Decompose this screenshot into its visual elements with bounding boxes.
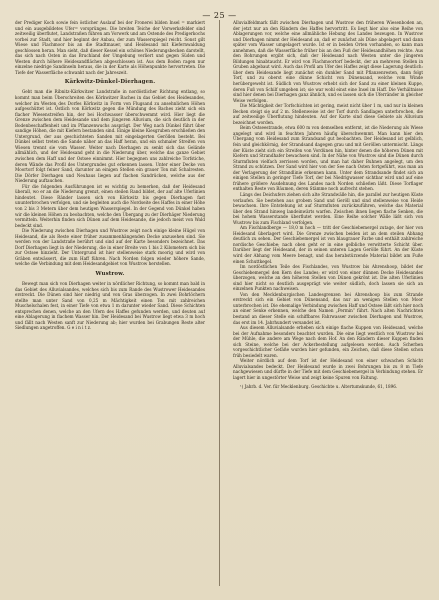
- paragraph: Für die folgenden Ausführungen ist es wichtig zu bemerken, daß der Heidesand überall, wo er an die Niederung grenzt, einen steilen Rand bildet, der auf alte Uferlinien hindeutet. Diese Ränder lassen sich von Körkwitz bis gegen Dierhagen fast ununterbrochen verfolgen, und sie begleiten auch die Nordseite des Haffes in einer Höhe von 2 bis 3 Metern über dem heutigen Wasserspiegel. In der Gegend von Dünkel haben wir die kleinen Höhen zu beobachten, welche den Übergang zu der Dierhäger Niederung vermitteln. Weiterhin finden sich Dünen auf dem Heidesande, die jedoch meist von Wald bedeckt sind.: [15, 183, 205, 228]
- paragraph: Die Mächtigkeit der Torfschichten ist gering, meist nicht über 1 m, und nur in kleinen Becken steigt sie auf 2 m. Stellenweise ist der Torf durch Sandlagen unterbrochen, die auf zeitweilige Überflutung hindeuten. Auf der Karte sind diese Gebiete als Alluvium bezeichnet worden.: [233, 103, 423, 125]
- left-column: [15, 20, 205, 585]
- section-heading-kaerkwitz: Kärkwitz-Dünkel-Dierhagen.: [64, 79, 156, 86]
- paragraph: Alluvialfeldmark fällt zwischen Dierhagen und Wustrow den früheren Wiesenboden an, der jetzt nur an den Rändern des Haffes hervortritt. Es liegt hier also eine Reihe von Ablagerungen vor, welche eine allmähliche Hebung des Landes bezeugen. In Wustrow und Dierhagen nimmt der Heidesand an, daß er zunächst als Düne abgelagert und dann später vom Wasser umgelagert wurde. Ist er in beiden Orten vorhanden, so kann man annehmen, daß die Wasserfläche früher bis an den Fuß der Heidesandhöhen reichte. Aus den Bohrungen ergibt sich, daß der Heidesand nach Westen unter die jüngeren Bildungen hinabtaucht. Er wird von Flachmoortorf bedeckt, der an mehreren Stellen in Gruben abgebaut wird. Auch das Profil am Ufer des Haffes zeigt diese Lagerung deutlich: über dem Heidesande liegt zunächst ein dunkler Sand mit Pflanzenresten, dann folgt Torf, und zu oberst eine dünne Schicht von Dünensand, welche vom Winde herübergeweht ist. Südlich von Wustrow erhebt sich der Sand zu einer kleinen Kuppe, deren Fuß von Schilf umgeben ist; sie war wohl einst eine Insel im Haff. Die Verhältnisse sind hier denen bei Dierhagen ganz ähnlich, und es lassen sich die Uferränder in gleicher Weise verfolgen.: [233, 20, 423, 103]
- paragraph: Aus diesem Alluvialsande erheben sich einige flache Kuppen von Heidesand, welche bei der Aufnahme besonders beachtet wurden. Die eine liegt westlich von Wustrow bei der Mühle, die andere am Wege nach dem Hof. An den Rändern dieser Kuppen finden sich Steine, welche bei der Ackerbestellung aufgelesen werden. Auch Scherben vorgeschichtlicher Gefäße wurden hier gefunden, ein Zeichen, daß diese Stellen schon früh besiedelt waren.: [233, 325, 423, 358]
- paragraph: Bewegt man sich von Dierhagen weiter in nördlicher Richtung, so kommt man bald in das Gebiet des Alluvialsandes, welches sich bis zum Rande des Wustrower Heidesandes erstreckt. Die Dünen sind hier niedrig und von Gras überzogen. In zwei Bohrlöchern stellte man unter Sand von 0,25 m Mächtigkeit einen Ton mit zahlreichen Muschelschalen fest, in einer Tiefe von etwa 1 m darunter wieder Sand. Diese Schichten entsprechen denen, welche an den Ufern des Haffes gefunden werden, und deuten auf eine Ablagerung in flachem Wasser hin. Der Heidesand bei Wustrow liegt etwa 3 m hoch und fällt nach Westen sanft zur Niederung ab; hier wurden bei Grabungen Reste alter Siedlungen angetroffen. G e i n i t z.: [15, 280, 205, 331]
- page-number: — 25 —: [202, 11, 237, 20]
- paragraph: Im nordöstlichen Teile des Fischlandes, von Wustrow bis Ahrenshoop, bildet der Geschiebemergel den Kern des Landes; er wird von einer dünnen Decke Heidesandes überzogen, welche an den höheren Stellen von Dünen gekrönt ist. Die alten Uferlinien sind hier nicht so deutlich ausgeprägt wie weiter südlich, doch lassen sie sich an einzelnen Punkten nachweisen.: [233, 264, 423, 292]
- paragraph: Am Fischlandberge — 18,0 m hoch — tritt der Geschiebemergel zutage, der hier von Heidesand überlagert wird. Die Grenze zwischen beiden ist an dem steilen Abhang deutlich zu sehen. Der Geschiebemergel ist von blaugrauer Farbe und enthält zahlreiche nordische Geschiebe; nach oben geht er in eine gelbliche verwitterte Schicht über. Darüber liegt der Heidesand, der in seinen unteren Lagen Gerölle führt. An der Küste wird der Abhang vom Meere benagt, und das herabstürzende Material bildet am Fuße einen Schuttkegel.: [233, 225, 423, 264]
- section-heading-wustrow: Wustrow.: [95, 270, 125, 277]
- paragraph: Beim Ostseestrande, etwa 600 m von demselben entfernt, ist die Niederung als Wiese angelegt und wird in feuchten Jahren häufig überschwemmt. Man kann hier den Übergang vom Heidesand zum Strandsand gut beobachten. Der Heidesand ist gelblich, fein und gleichkörnig, der Strandsand dagegen grau und mit Geröllen untermischt. Längs der Küste zieht sich ein Streifen von Vordünen hin, hinter denen die höheren Dünen mit Kiefern und Strandhafer bewachsen sind. In der Nähe von Wustrow sind die Dünen durch Sturmfluten vielfach zerrissen worden, und man hat daher Buhnen angelegt, um den Strand zu schützen. Der Sand wird hier von der See nach Osten fortgeführt, was man an der Verlagerung der Strandlinie erkennen kann. Unter dem Strandsande findet sich an einigen Stellen in geringer Tiefe Torf, der bei Niedrigwasser sichtbar wird und auf eine frühere größere Ausdehnung des Landes nach Norden schließen läßt. Diese Torflager enthalten Reste von Bäumen, deren Stämme noch aufrecht stehen.: [233, 125, 423, 192]
- paragraph: Von den Mecklenburgischen Landesgrenzen bei Ahrenshoop bis zum Strande erstreckt sich ein Gebiet von Dünensand, das nur an wenigen Stellen von Moor unterbrochen ist. Die ehemalige Verbindung zwischen Haff und Ostsee läßt sich hier noch an einer Senke erkennen, welche den Namen „Permin“ führt. Nach alten Nachrichten bestand an dieser Stelle ein schiffbares Fahrwasser zwischen Dierhagen und Wustrow, das erst im 14. Jahrhundert versandet ist.: [233, 291, 423, 325]
- paragraph: Längs des Deichufers ziehen sich alte Strandwälle hin, die parallel zur heutigen Küste verlaufen. Sie bestehen aus grobem Sand und Geröll und sind stellenweise von Heide bewachsen. Ihre Entstehung ist auf Sturmfluten zurückzuführen, welche das Material über den Strand hinweg landeinwärts warfen. Zwischen ihnen liegen flache Senken, die bei hohem Wasserstande überflutet werden. Eine Reihe solcher Wälle läßt sich von Wustrow bis zum Fischland verfolgen.: [233, 191, 423, 225]
- footnote: ¹) Jahrb. d. Ver. für Mecklenburg. Geschichte u. Altertumskunde, 61, 1896.: [240, 383, 398, 389]
- paragraph: Die Niederung zwischen Dierhagen und Wustrow zeigt noch einige kleine Hügel von Heidesand, die als Reste einer früher zusammenhängenden Decke anzusehen sind. Sie werden von der Landstraße berührt und sind auf der Karte besonders bezeichnet. Das Dorf Dierhagen liegt in der Niederung, die in einer Breite von 1 bis 2 Kilometern sich bis zur Ostsee hinzieht. Der Untergrund ist hier stellenweise stark moorig und wird von Gräben entwässert, die zum Haff führen. Nach Norden folgen wieder höhere Sande, welche die Verbindung mit dem Heidesandgebiet von Wustrow herstellen.: [15, 228, 205, 267]
- paragraph: Geht man die Ribnitz-Kärkwitzer Landstraße in nordöstlicher Richtung entlang, so kommt man beim Überschreiten des Körkwitzer Baches in das Gebiet des Heidesandes, welcher im Westen des Dorfes Körkwitz in Form von Flugsand zu ansehnlichen Höhen aufgeschüttet ist. Östlich von Körkwitz gegen die Mündung des Baches zieht sich ein flacher Wiesenstreifen hin, der bei Hochwasser überschwemmt wird. Hier liegt die Grenze zwischen dem Heidesande und dem jüngeren Alluvium, die sich deutlich in der Bodenbeschaffenheit und im Pflanzenwuchs ausprägt. Der Weg nach Dünkel führt über sandige Höhen, die mit Kiefern bestanden sind. Einige kleine Kiesgruben erschließen den Untergrund, der aus geschichteten Sanden mit eingelagerten Geröllen besteht. Bei Dünkel selbst treten die Sande näher an das Haff heran, und ein schmaler Streifen von Wiesen trennt sie vom Wasser. Weiter nach Dierhagen zu senkt sich das Gelände allmählich, und der Heidesand geht in die Niederung über, welche das ganze Gebiet zwischen dem Haff und der Ostsee einnimmt. Hier begegnen uns zahlreiche Torfstiche, deren Wände das Profil des Untergrundes gut erkennen lassen. Unter einer Decke von Moortorf folgt feiner Sand, darunter an einigen Stellen ein grauer Ton mit Schalresten. Die Dörfer Dierhagen und Neuhaus liegen auf flachen Sandrücken, welche aus der Niederung auftauchen.: [15, 89, 205, 184]
- right-column: [233, 20, 423, 585]
- paragraph: der Prediger Koch sowie fein östlicher Auslauf bei der Fronerei bilden Insel = markiert und ein ausgebildetes Ufer= vorsprünges. Die breiten Teiche der Vorwerksfelder sind zeitweilig überflutet, Landstraßen führen am Vorwerk und am Ostende des Predigerkochs vorbei zur Stadt, und hier beginnt der Anbau, der zum Wasserspiegel reicht. Sonst gilt Wiese und Flachmoor bis an die Stadtmauer, und Heidesand mit Kiefernwaldung geschlossen heran. Man sieht, daß dieser Kessel ein schönes Niederungsbecken darstellt, das sich nach Osten in das Bruchland der Umgebung verliert und gegen Süden und Westen durch höhere Heidesandflächen abgeschlossen ist. Aus dem Boden ragen nur einzelne niedrige Sandinseln heraus, die in der Karte als Höhenpunkte hervortreten. Die Tiefe der Wasserfläche schwankt nach der Jahreszeit.: [15, 20, 205, 75]
- paragraph: Weiter nördlich auf dem Torf ist der Heidesand von einer schwachen Schicht Alluvialsandes bedeckt. Der Heidesand wurde in zwei Bohrungen bis zu 8 m Tiefe nachgewiesen und dürfte in der Tiefe mit dem Geschiebemergel in Verbindung stehen. Er lagert hier in ungestörter Weise und zeigt keine Spuren von Faltung.: [233, 358, 423, 380]
- column-divider: [219, 20, 220, 586]
